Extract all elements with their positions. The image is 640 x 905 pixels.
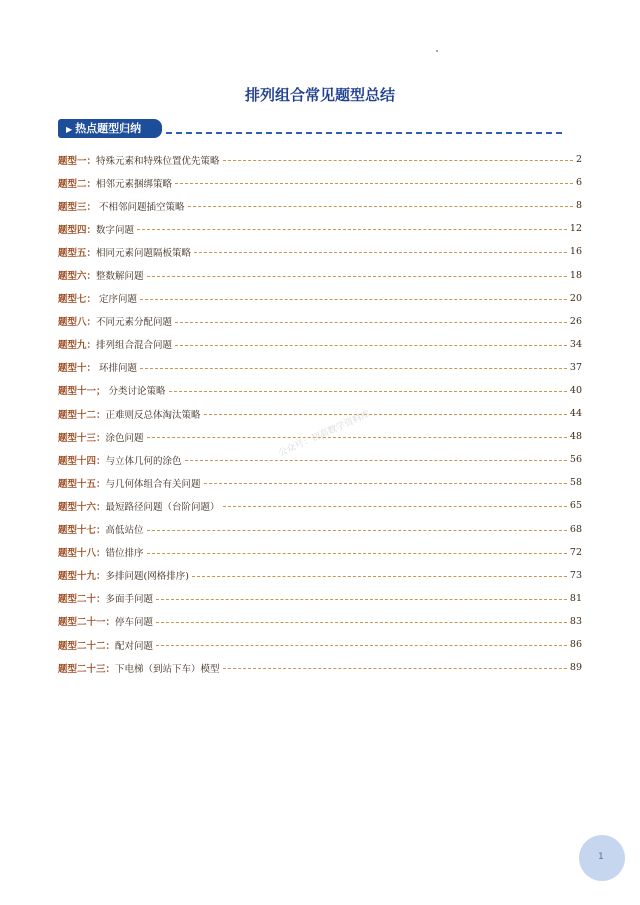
- toc-entry-page: 16: [569, 246, 582, 258]
- toc-entry-type: 题型二十三：: [58, 663, 116, 675]
- toc-entry-type: 题型一：: [58, 155, 97, 167]
- section-divider: [166, 132, 562, 134]
- toc-entry-type: 题型十：: [58, 363, 97, 375]
- leader-dots: [156, 599, 567, 600]
- toc-entry-page: 48: [569, 431, 582, 443]
- toc-entry[interactable]: [58, 402, 582, 425]
- toc-entry-page: 6: [575, 177, 582, 189]
- toc-entry-title: 涂色问题: [105, 432, 144, 444]
- toc-entry-page: 34: [569, 338, 582, 350]
- toc-entry[interactable]: [58, 518, 582, 541]
- toc-entry-title: 不同元素分配问题: [96, 317, 173, 329]
- toc-entry-type: 题型十八：: [58, 548, 106, 560]
- toc-entry-type: 题型七：: [58, 294, 97, 306]
- toc-entry-type: 题型十二：: [58, 409, 106, 421]
- toc-entry-page: 44: [569, 408, 582, 420]
- toc-entry-title: 排列组合混合问题: [96, 340, 173, 352]
- toc-entry-label: [58, 245, 191, 259]
- toc-entry[interactable]: [58, 494, 582, 517]
- toc-entry-page: 12: [569, 223, 582, 235]
- toc-entry-page: 18: [569, 269, 582, 281]
- section-header: [58, 116, 508, 140]
- toc-entry-title: 数字问题: [96, 224, 135, 236]
- page-number: 1: [598, 852, 604, 862]
- toc-entry-title: 与立体几何的涂色: [105, 455, 182, 467]
- toc-entry[interactable]: [58, 333, 582, 356]
- toc-entry[interactable]: [58, 263, 582, 286]
- toc-entry-title: 多排问题(网格排序): [105, 571, 189, 583]
- toc-entry-title: 最短路径问题（台阶问题）: [105, 501, 220, 513]
- toc-entry-page: 83: [569, 615, 582, 627]
- toc-entry-label: [58, 199, 185, 213]
- toc-entry[interactable]: [58, 217, 582, 240]
- toc-entry-page: 37: [569, 361, 582, 373]
- toc-entry-label: [58, 499, 220, 513]
- watermark: 公众号：初高数学资料库: [277, 409, 372, 459]
- leader-dots: [204, 414, 567, 415]
- section-label: 热点题型归纳: [75, 122, 142, 135]
- leader-dots: [204, 483, 567, 484]
- toc-entry-page: 89: [569, 662, 582, 674]
- toc-entry-label: [58, 407, 201, 421]
- toc-entry-type: 题型十六：: [58, 501, 106, 513]
- leader-dots: [223, 668, 567, 669]
- toc-entry[interactable]: [58, 379, 582, 402]
- toc-entry-type: 题型十三：: [58, 432, 106, 444]
- toc-entry-label: [58, 661, 220, 675]
- toc-entry-page: 73: [569, 569, 582, 581]
- toc-entry[interactable]: [58, 240, 582, 263]
- leader-dots: [175, 322, 567, 323]
- toc-entry[interactable]: [58, 356, 582, 379]
- toc-entry-label: [58, 614, 153, 628]
- toc-entry-title: 相同元素问题隔板策略: [96, 247, 192, 259]
- table-of-contents: [58, 148, 582, 679]
- toc-entry-page: 81: [569, 592, 582, 604]
- toc-entry-title: 正难则反总体淘汰策略: [105, 409, 201, 421]
- toc-entry[interactable]: [58, 148, 582, 171]
- toc-entry-label: [58, 591, 153, 605]
- toc-entry-type: 题型十五：: [58, 478, 106, 490]
- toc-entry-type: 题型六：: [58, 271, 97, 283]
- leader-dots: [140, 368, 567, 369]
- leader-dots: [156, 645, 567, 646]
- toc-entry-title: 定序问题: [96, 294, 138, 306]
- toc-entry-page: 26: [569, 315, 582, 327]
- leader-dots: [175, 345, 567, 346]
- toc-entry-label: [58, 337, 172, 351]
- toc-entry[interactable]: [58, 310, 582, 333]
- toc-entry-type: 题型九：: [58, 340, 97, 352]
- toc-entry-label: [58, 545, 144, 559]
- toc-entry-title: 环排问题: [96, 363, 138, 375]
- toc-entry-title: 特殊元素和特殊位置优先策略: [96, 155, 220, 167]
- toc-entry[interactable]: [58, 656, 582, 679]
- toc-entry-label: [58, 383, 166, 397]
- toc-entry[interactable]: [58, 610, 582, 633]
- toc-entry-label: [58, 153, 220, 167]
- toc-entry-title: 下电梯（到站下车）模型: [115, 663, 220, 675]
- toc-entry-page: 86: [569, 639, 582, 651]
- toc-entry-title: 配对问题: [115, 640, 154, 652]
- play-arrow-icon: ▶: [66, 125, 73, 134]
- toc-entry[interactable]: [58, 541, 582, 564]
- leader-dots: [137, 229, 567, 230]
- toc-entry-page: 58: [569, 477, 582, 489]
- toc-entry-type: 题型十一；: [58, 386, 106, 398]
- leader-dots: [147, 553, 567, 554]
- toc-entry-type: 题型二十二：: [58, 640, 116, 652]
- toc-entry-type: 题型十四：: [58, 455, 106, 467]
- toc-entry[interactable]: [58, 471, 582, 494]
- leader-dots: [194, 252, 567, 253]
- toc-entry-page: 56: [569, 454, 582, 466]
- toc-entry-label: [58, 638, 153, 652]
- leader-dots: [147, 276, 567, 277]
- leader-dots: [188, 206, 573, 207]
- toc-entry-label: [58, 360, 137, 374]
- toc-entry-type: 题型三：: [58, 201, 97, 213]
- toc-entry-label: [58, 291, 137, 305]
- toc-entry-title: 相邻元素捆绑策略: [96, 178, 173, 190]
- leader-dots: [140, 299, 567, 300]
- leader-dots: [147, 530, 567, 531]
- toc-entry[interactable]: [58, 194, 582, 217]
- toc-entry-type: 题型十七：: [58, 525, 106, 537]
- toc-entry-type: 题型四：: [58, 224, 97, 236]
- toc-entry-label: [58, 453, 182, 467]
- toc-entry-page: 20: [569, 292, 582, 304]
- toc-entry[interactable]: [58, 287, 582, 310]
- toc-entry-label: [58, 314, 172, 328]
- toc-entry-page: 8: [575, 200, 582, 212]
- leader-dots: [223, 160, 573, 161]
- toc-entry[interactable]: [58, 448, 582, 471]
- toc-entry-label: [58, 268, 144, 282]
- leader-dots: [147, 437, 567, 438]
- page-title: 排列组合常见题型总结: [244, 86, 395, 104]
- toc-entry-title: 不相邻问题插空策略: [96, 201, 185, 213]
- toc-entry[interactable]: [58, 633, 582, 656]
- toc-entry[interactable]: [58, 171, 582, 194]
- toc-entry-label: [58, 476, 201, 490]
- leader-dots: [156, 622, 567, 623]
- leader-dots: [185, 460, 567, 461]
- toc-entry-page: 72: [569, 546, 582, 558]
- toc-entry-title: 高低站位: [105, 525, 144, 537]
- leader-dots: [192, 576, 567, 577]
- toc-entry-label: [58, 568, 189, 582]
- toc-entry-type: 题型二十：: [58, 594, 106, 606]
- toc-entry-type: 题型五：: [58, 247, 97, 259]
- toc-entry-title: 与几何体组合有关问题: [105, 478, 201, 490]
- leader-dots: [223, 506, 567, 507]
- leader-dots: [169, 391, 567, 392]
- toc-entry-page: 2: [575, 154, 582, 166]
- leader-dots: [175, 183, 573, 184]
- toc-entry-title: 错位排序: [105, 548, 144, 560]
- toc-entry-page: 40: [569, 384, 582, 396]
- toc-entry-type: 题型十九：: [58, 571, 106, 583]
- toc-entry-page: 65: [569, 500, 582, 512]
- toc-entry-label: [58, 222, 134, 236]
- toc-entry-type: 题型二十一：: [58, 617, 116, 629]
- toc-entry-title: 整数解问题: [96, 271, 144, 283]
- speck-mark: [436, 50, 438, 52]
- toc-entry-type: 题型八：: [58, 317, 97, 329]
- toc-entry-title: 分类讨论策略: [105, 386, 166, 398]
- toc-entry-label: [58, 430, 144, 444]
- toc-entry-title: 多面手问题: [105, 594, 154, 606]
- section-tab: [58, 119, 162, 138]
- toc-entry-type: 题型二：: [58, 178, 97, 190]
- toc-entry[interactable]: [58, 564, 582, 587]
- toc-entry-page: 68: [569, 523, 582, 535]
- toc-entry-title: 停车问题: [115, 617, 154, 629]
- toc-entry-label: [58, 522, 144, 536]
- toc-entry[interactable]: [58, 587, 582, 610]
- toc-entry-label: [58, 176, 172, 190]
